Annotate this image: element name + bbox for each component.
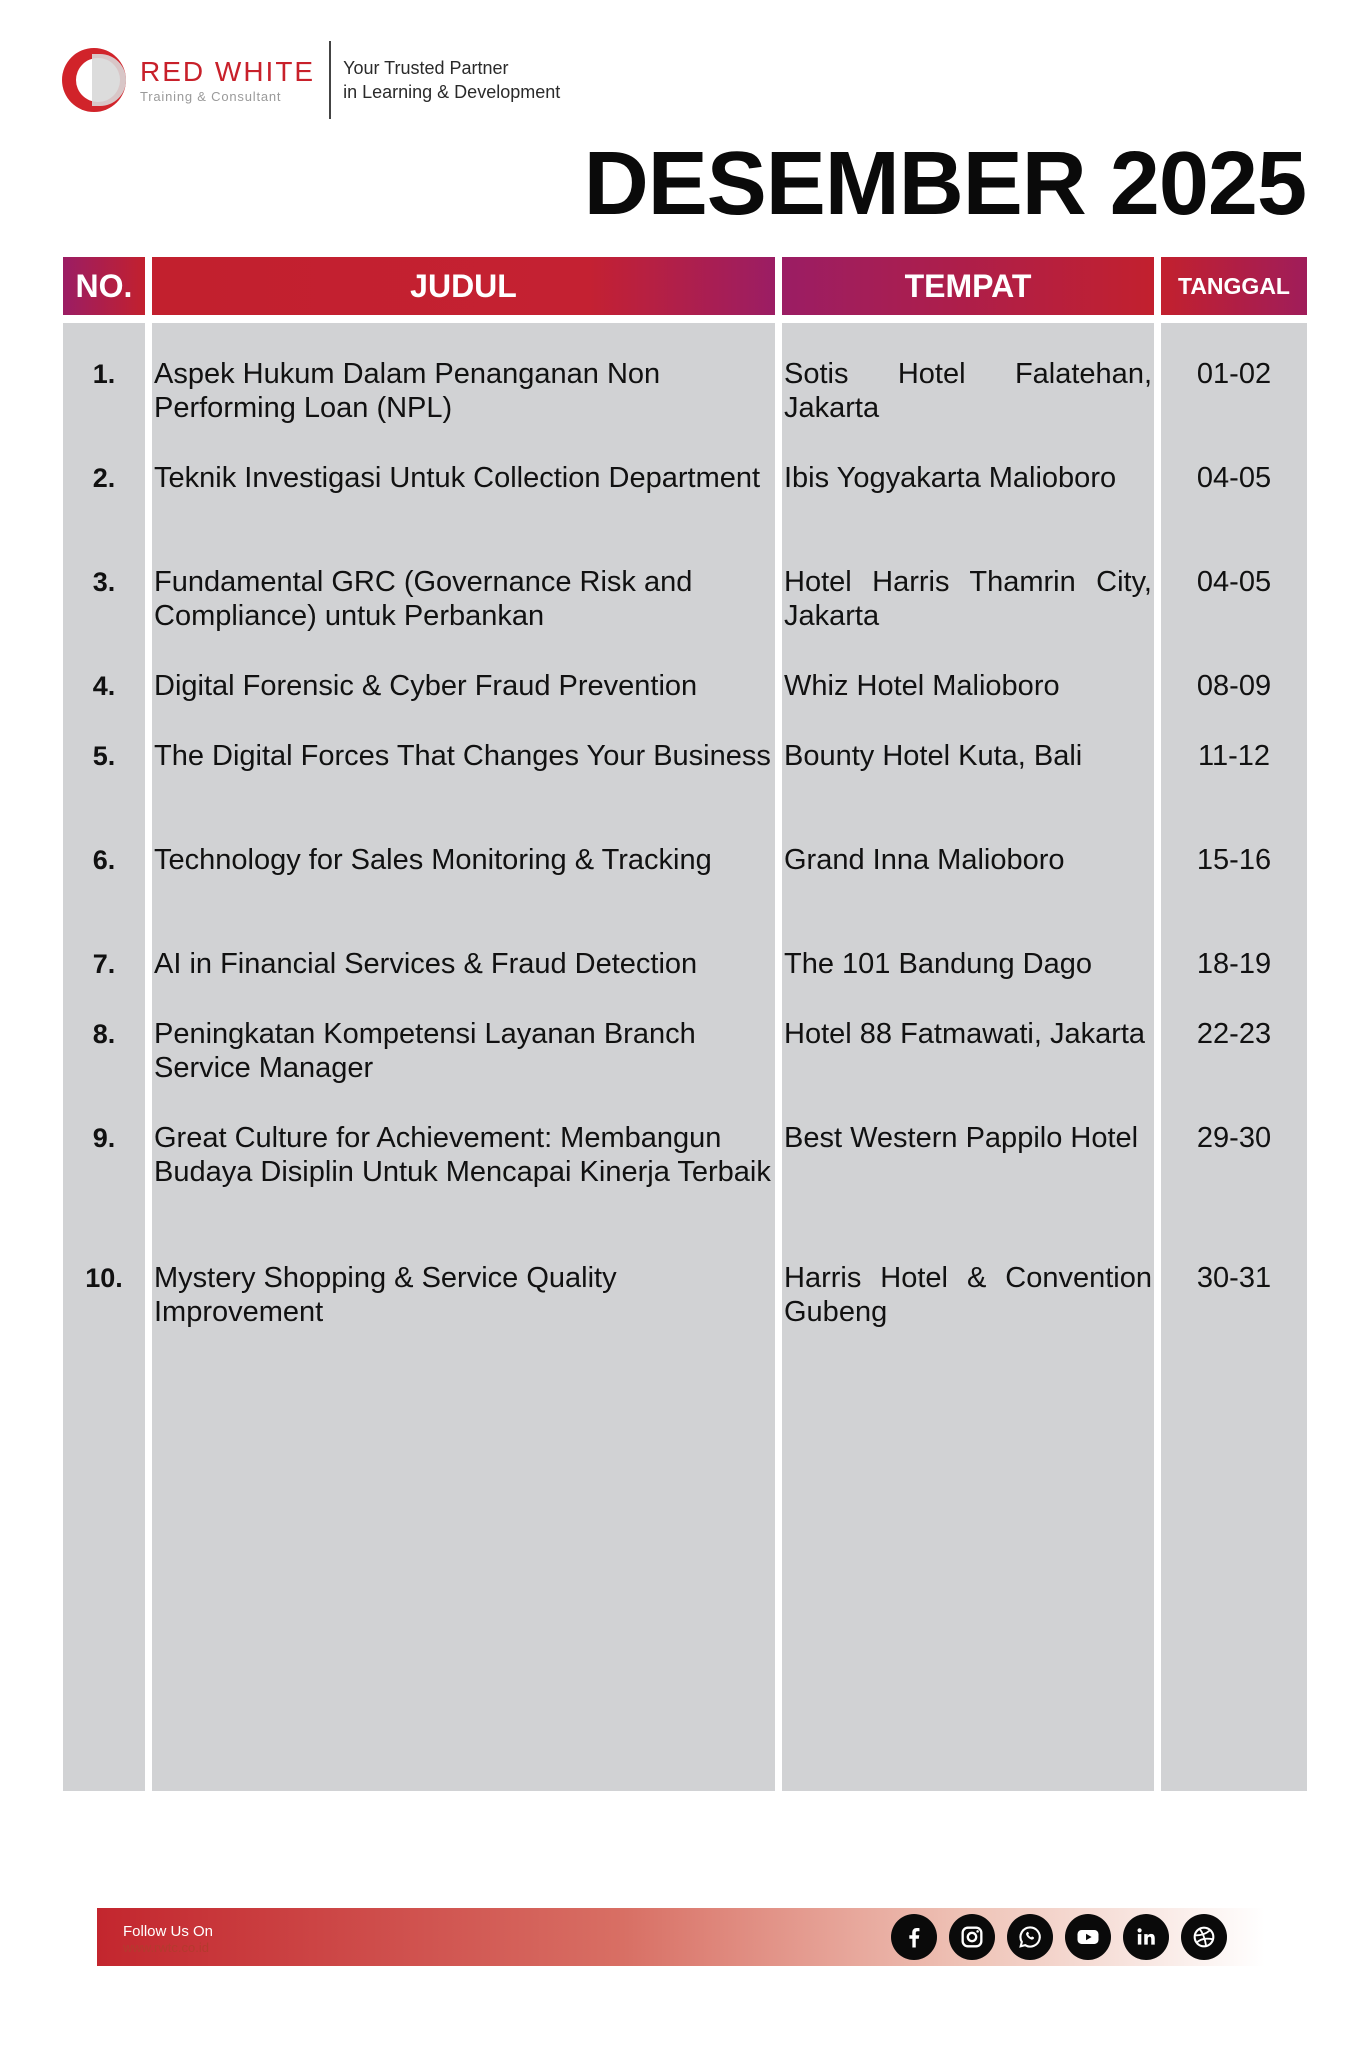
row-date: 18-19 [1196, 948, 1272, 980]
facebook-icon[interactable] [891, 1914, 937, 1960]
follow-label: Follow Us On [123, 1923, 214, 1940]
table-row [63, 669, 1307, 739]
row-number: 5. [92, 741, 116, 771]
row-title: The Digital Forces That Changes Your Business [154, 740, 771, 772]
table-body [63, 357, 1307, 1365]
table-row [63, 565, 1307, 669]
tagline [343, 56, 560, 104]
row-venue: Hotel Harris Thamrin City, Jakarta [784, 566, 1152, 632]
row-venue: Whiz Hotel Malioboro [784, 670, 1060, 702]
page-title: DESEMBER 2025 [583, 134, 1306, 234]
row-number: 4. [92, 671, 116, 701]
row-venue: Best Western Pappilo Hotel [784, 1122, 1139, 1154]
row-date: 04-05 [1196, 462, 1272, 494]
social-icons [891, 1914, 1227, 1960]
row-date: 08-09 [1196, 670, 1272, 702]
table-row [63, 739, 1307, 843]
logo-icon [62, 48, 126, 112]
row-number: 2. [92, 463, 116, 493]
website-link[interactable]: www.rwtc.co.id [123, 1940, 209, 1955]
row-title: Fundamental GRC (Governance Risk and Compliance) untuk Perbankan [154, 566, 693, 632]
row-title: AI in Financial Services & Fraud Detection [154, 948, 698, 980]
brand-text [140, 57, 315, 104]
table-row [63, 843, 1307, 947]
whatsapp-icon[interactable] [1007, 1914, 1053, 1960]
row-number: 7. [92, 949, 116, 979]
table-row [63, 357, 1307, 461]
header-tempat: TEMPAT [782, 257, 1154, 315]
row-title: Peningkatan Kompetensi Layanan Branch Service Manager [154, 1018, 696, 1084]
header-no: NO. [63, 257, 145, 315]
row-number: 10. [85, 1263, 123, 1293]
row-venue: Grand Inna Malioboro [784, 844, 1065, 876]
row-venue: Hotel 88 Fatmawati, Jakarta [784, 1018, 1146, 1050]
row-title: Mystery Shopping & Service Quality Improvement [154, 1262, 617, 1328]
logo-block [62, 40, 560, 120]
row-date: 29-30 [1196, 1122, 1272, 1154]
header-tanggal: TANGGAL [1161, 257, 1307, 315]
row-venue: Harris Hotel & Convention Gubeng [784, 1262, 1152, 1328]
table-row [63, 947, 1307, 1017]
dribbble-icon[interactable] [1181, 1914, 1227, 1960]
row-title: Aspek Hukum Dalam Penanganan Non Performing Loan (NPL) [154, 358, 661, 424]
row-date: 30-31 [1196, 1262, 1272, 1294]
brand-subtitle: Training & Consultant [140, 88, 282, 104]
table-row [63, 1121, 1307, 1261]
brand-name: RED WHITE [140, 55, 316, 87]
table-row [63, 1017, 1307, 1121]
logo-divider [329, 41, 331, 119]
row-title: Digital Forensic & Cyber Fraud Prevention [154, 670, 698, 702]
row-venue: Ibis Yogyakarta Malioboro [784, 462, 1117, 494]
tagline-line-2: in Learning & Development [343, 82, 561, 102]
row-date: 11-12 [1197, 740, 1271, 772]
row-venue: Bounty Hotel Kuta, Bali [784, 740, 1083, 772]
row-title: Great Culture for Achievement: Membangun Budaya Disiplin Untuk Mencapai Kinerja Terbaik [154, 1122, 771, 1188]
row-date: 22-23 [1196, 1018, 1272, 1050]
row-title: Teknik Investigasi Untuk Collection Department [154, 462, 761, 494]
row-number: 1. [92, 359, 116, 389]
row-date: 15-16 [1196, 844, 1272, 876]
row-date: 04-05 [1196, 566, 1272, 598]
table-row [63, 1261, 1307, 1365]
row-venue: The 101 Bandung Dago [784, 948, 1092, 980]
footer-bar [97, 1908, 1265, 1966]
instagram-icon[interactable] [949, 1914, 995, 1960]
youtube-icon[interactable] [1065, 1914, 1111, 1960]
table-row [63, 461, 1307, 565]
row-number: 9. [92, 1123, 116, 1153]
tagline-line-1: Your Trusted Partner [343, 58, 509, 78]
row-number: 3. [92, 567, 116, 597]
header-judul: JUDUL [152, 257, 775, 315]
row-number: 8. [92, 1019, 116, 1049]
row-venue: Sotis Hotel Falatehan, Jakarta [784, 358, 1152, 424]
row-number: 6. [92, 845, 116, 875]
linkedin-icon[interactable] [1123, 1914, 1169, 1960]
row-date: 01-02 [1196, 358, 1272, 390]
row-title: Technology for Sales Monitoring & Tracking [154, 844, 712, 876]
